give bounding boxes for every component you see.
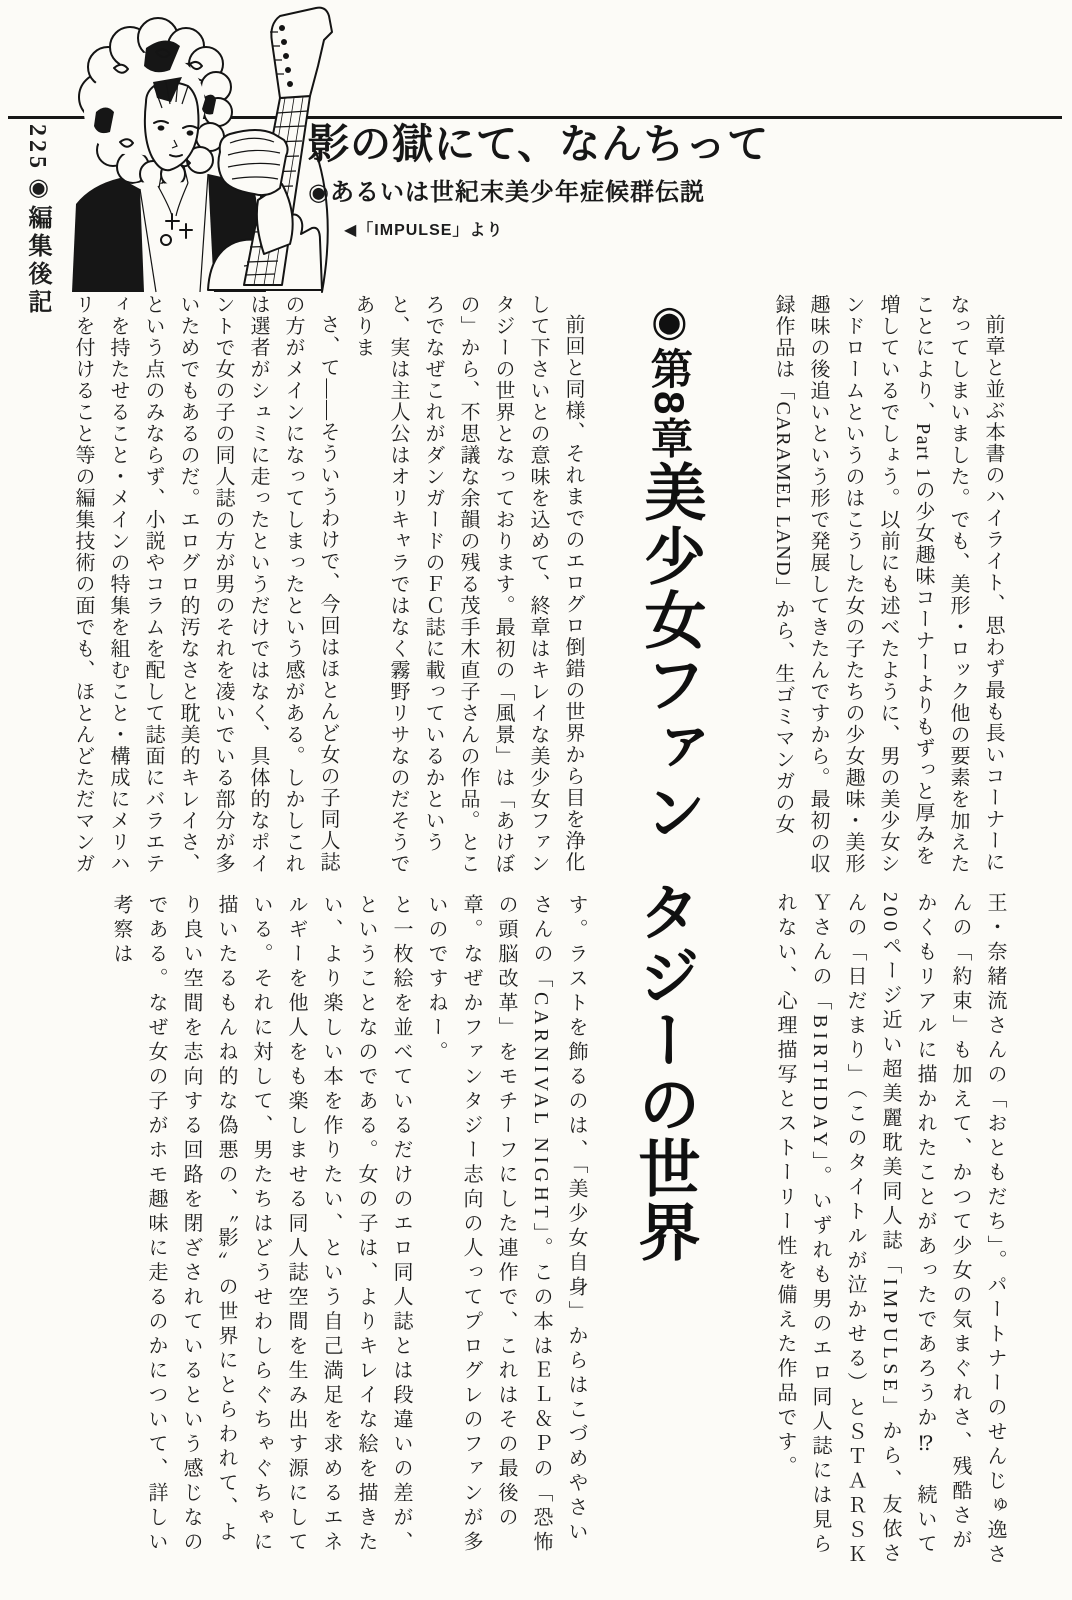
page-number-and-section-label: 225◉編集後記 xyxy=(24,124,50,317)
chapter-number: ◉第8章 xyxy=(646,296,693,461)
chapter-heading-lower xyxy=(619,880,708,1300)
lower-row-left-text xyxy=(103,894,593,1566)
upper-row-right-text xyxy=(765,294,1010,878)
paragraph: と一枚絵を並べているだけのエロ同人誌とは段違いの差が、ということなのである。女の子は、よりキレイな絵を描きたい、より楽しい本を作りたい、という自己満足を求めるエネルギーを他人をも楽しませる同人誌空間を生み出す源にしている。それに対して、男たちはどうせわしらぐちゃぐちゃに描いたるもんね的な偽悪の、〝影〟の世界にとらわれて、より良い空間を志向する回路を閉ざされているという感じなのである。なぜ女の子がホモ趣味に走るのかについて、詳しい考察は xyxy=(110,894,412,1556)
chapter-heading-upper xyxy=(625,296,714,878)
paragraph: さ、て——そういうわけで、今回はほとんど女の子同人誌の方がメインになってしまったという感がある。しかしこれは選者がシュミに走ったというだけではなく、具体的なポイントで女の子の同人誌の方が男のそれを凌いでいる部分が多いためでもあるのだ。エログロ的汚なさと耽美的キレイさ、という点のみならず、小説やコラムを配して誌面にバラエティを持たせること・メインの特集を組むこと・構成にメリハリを付けること等の編集技術の面でも、ほとんどただマンガ xyxy=(72,294,339,875)
paragraph: 前章と並ぶ本書のハイライト、思わず最も長いコーナーになってしまいました。でも、美形・ロック他の要素を加えたことにより、Part 1の少女趣味コーナーよりもずっと厚みを増しているでしょう。以前にも述べたように、男の美少女シンドロームというのはこうした女の子たちの少女趣味・美形趣味の後追いという形で発展してきたんですから。最初の収録作品は「CARAMEL LAND」から、生ゴミマンガの女 xyxy=(772,294,1004,875)
paragraph: 前回と同様、それまでのエログロ倒錯の世界から目を浄化して下さいとの意味を込めて、終章はキレイな美少女ファンタジーの世界となっております。最初の「風景」は「あけぼの」から、不思議な余韻の残る茂手木直子さんの作品。ところでなぜこれがダンガードのＦＣ誌に載っているかというと、実は主人公はオリキャラではなく霧野リサなのだそうでありま xyxy=(352,294,584,875)
paragraph: す。ラストを飾るのは、「美少女自身」からはこづめやさいさんの「CARNIVAL NIGHT」。この本はＥＬ＆Ｐの「恐怖の頭脳改革」をモチーフにした連作で、これはその最後の章。なぜかファンタジー志向の人ってプログレのファンが多いのですねー。 xyxy=(425,894,587,1556)
lower-row-right-text xyxy=(767,892,1012,1568)
masthead xyxy=(308,122,769,240)
illustration-credit: ◀「IMPULSE」より xyxy=(344,222,504,240)
guitarist-illustration xyxy=(58,2,342,294)
paragraph: 王・奈緒流さんの「おともだち」。パートナーのせんじゅ逸さんの「約束」も加えて、かつて少女の気まぐれさ、残酷さがかくもリアルに描かれたことがあったであろうか⁉ 続いて200ページ近い超美麗耽美同人誌「IMPULSE」から、友依さんの「日だまり」（このタイトルが泣かせる）とＳＴＡＲＳＫＹさんの「BIRTHDAY」。いずれも男のエロ同人誌には見られない、心理描写とストーリー性を備えた作品です。 xyxy=(774,892,1006,1568)
chapter-title-part1: 美少女ファン xyxy=(635,460,704,845)
article-subtitle: ◉あるいは世紀末美少年症候群伝説 xyxy=(308,180,705,207)
article-title: 影の獄にて、なんちって xyxy=(308,121,770,167)
upper-row-left-text xyxy=(65,294,590,878)
chapter-title-part2: タジーの世界 xyxy=(629,880,698,1264)
